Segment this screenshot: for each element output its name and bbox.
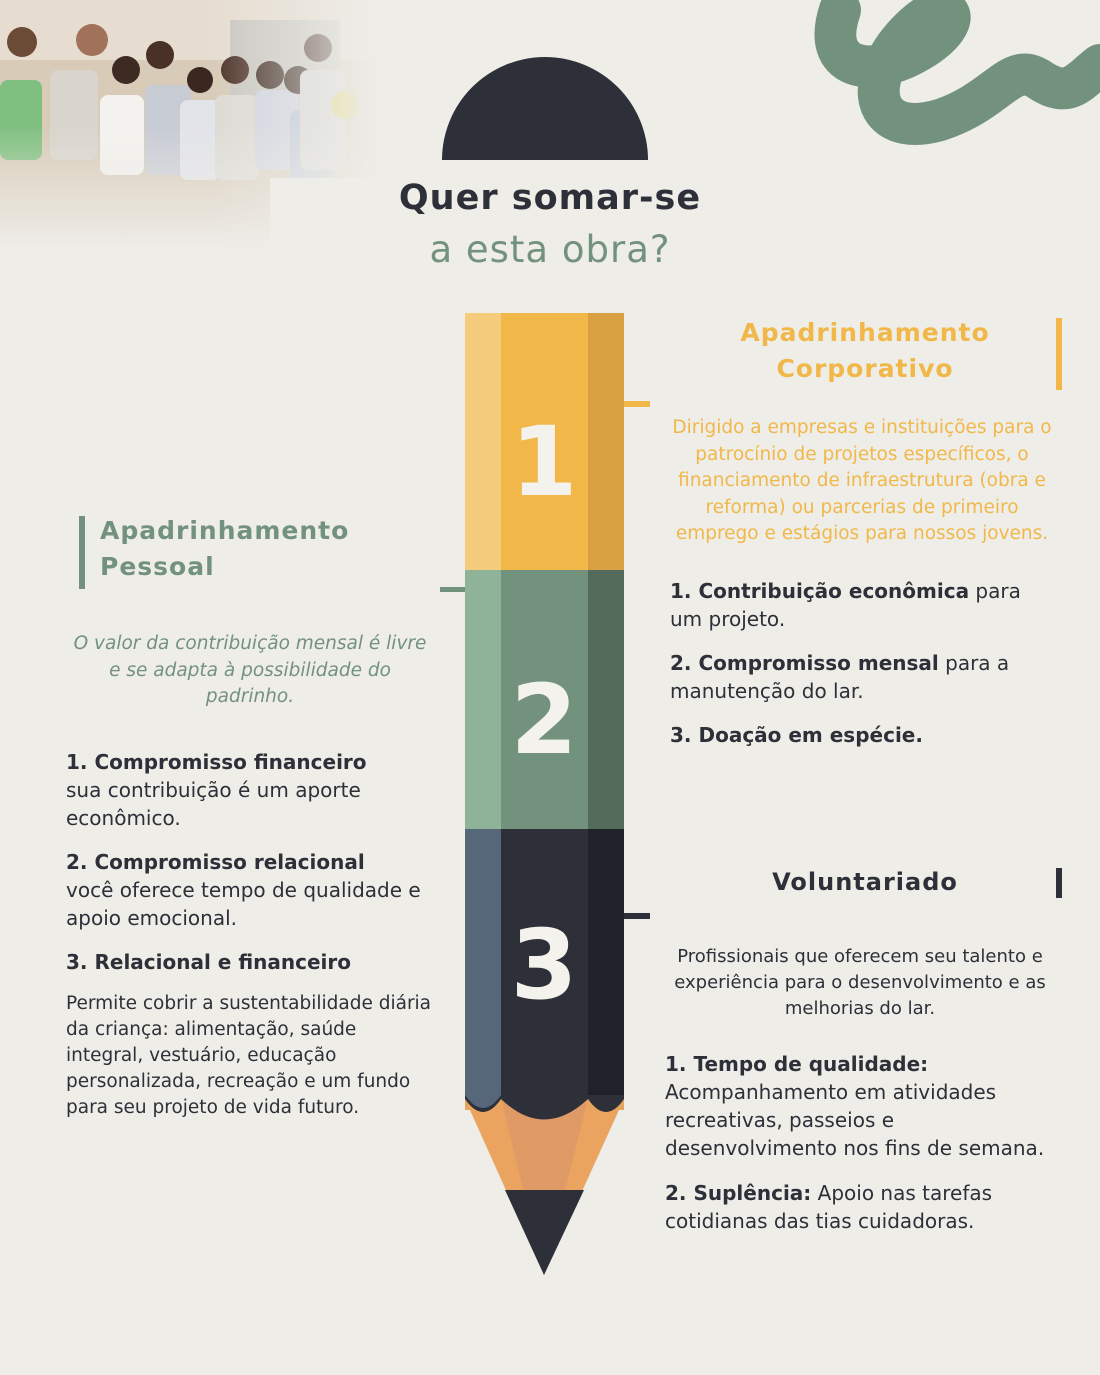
personal-accent-bar xyxy=(79,516,85,589)
corporate-item xyxy=(670,721,1030,749)
volunteer-accent-bar xyxy=(1056,868,1062,898)
volunteer-item-title: 1. Tempo de qualidade: xyxy=(665,1052,929,1076)
personal-item-title: 1. Compromisso financeiro xyxy=(66,750,367,774)
personal-item xyxy=(66,848,436,932)
corporate-heading-line2: Corporativo xyxy=(776,354,954,383)
volunteer-item-title: 2. Suplência: xyxy=(665,1181,812,1205)
volunteer-heading: Voluntariado xyxy=(772,868,958,896)
personal-item-text: sua contribuição é um aporte econômico. xyxy=(66,778,361,830)
personal-item-title: 3. Relacional e financeiro xyxy=(66,950,351,974)
personal-heading-line1: Apadrinhamento xyxy=(100,516,350,545)
personal-description: O valor da contribuição mensal é livre e se adapta à possibilidade do padrinho. xyxy=(73,633,427,707)
volunteer-item-text: Apoio nas tarefas cotidianas das tias cuidadoras. xyxy=(665,1181,993,1233)
volunteer-item-text: Acompanhamento em atividades recreativas, passeios e desenvolvimento nos fins de semana. xyxy=(665,1080,1045,1160)
pencil-number-3: 3 xyxy=(510,909,578,1021)
corporate-description: Dirigido a empresas e instituições para o patrocínio de projetos específicos, o financiamento de infraestrutura (obra e reforma) ou parcerias de primeiro emprego e estágios para nossos jovens. xyxy=(672,417,1052,544)
personal-item xyxy=(66,948,436,976)
corporate-item-text: para um projeto. xyxy=(670,579,1021,631)
corporate-item-title: 3. Doação em espécie. xyxy=(670,723,923,747)
personal-item-title: 2. Compromisso relacional xyxy=(66,850,365,874)
pencil-number-1: 1 xyxy=(510,406,578,518)
page-subtitle: a esta obra? xyxy=(429,228,671,271)
corporate-item-text: para a manutenção do lar. xyxy=(670,651,1010,703)
personal-item-text: você oferece tempo de qualidade e apoio emocional. xyxy=(66,878,421,930)
corporate-heading-line1: Apadrinhamento xyxy=(740,318,990,347)
pencil-illustration xyxy=(440,300,650,1290)
personal-heading xyxy=(100,513,400,585)
pencil-number-2: 2 xyxy=(510,664,578,776)
corporate-item-title: 1. Contribuição econômica xyxy=(670,579,970,603)
corporate-accent-bar xyxy=(1056,318,1062,390)
squiggle-decoration xyxy=(800,0,1100,170)
page-title: Quer somar-se xyxy=(398,178,702,218)
volunteer-description: Profissionais que oferecem seu talento e experiência para o desenvolvimento e as melhorias do lar. xyxy=(674,946,1046,1019)
half-circle-decoration xyxy=(440,50,650,162)
personal-heading-line2: Pessoal xyxy=(100,552,215,581)
corporate-item xyxy=(670,649,1030,705)
personal-detail: Permite cobrir a sustentabilidade diária da criança: alimentação, saúde integral, vestuário, educação personalizada, recreação e um fundo para seu projeto de vida futuro. xyxy=(66,993,432,1118)
corporate-heading xyxy=(680,315,1050,387)
personal-item xyxy=(66,748,436,832)
corporate-item xyxy=(670,577,1030,633)
volunteer-item xyxy=(665,1179,1065,1235)
corporate-item-title: 2. Compromisso mensal xyxy=(670,651,939,675)
volunteer-item xyxy=(665,1050,1065,1162)
